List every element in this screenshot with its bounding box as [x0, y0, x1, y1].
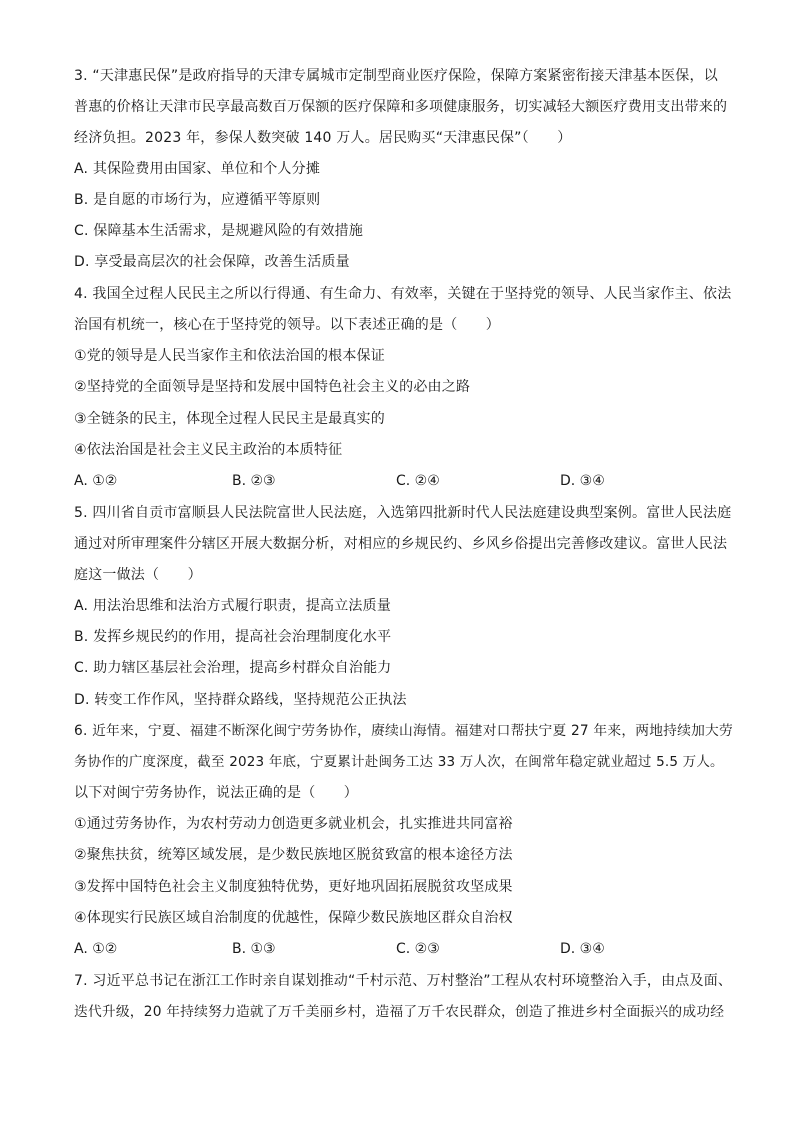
q6-statement-4: ④体现实行民族区域自治制度的优越性，保障少数民族地区群众自治权 [74, 910, 513, 926]
q6-choice-a: A. ①② [74, 941, 118, 957]
q5-stem-line-2: 通过对所审理案件分辖区开展大数据分析，对相应的乡规民约、乡风乡俗提出完善修改建议。富世人民法 [74, 536, 728, 552]
q6-stem-line-1: 6. 近年来，宁夏、福建不断深化闽宁劳务协作，赓续山海情。福建对口帮扶宁夏 27 年来，两地持续加大劳 [74, 723, 733, 739]
q5-option-a: A. 用法治思维和法治方式履行职责，提高立法质量 [74, 598, 392, 614]
q5-option-c: C. 助力辖区基层社会治理，提高乡村群众自治能力 [74, 660, 392, 676]
q6-statement-1: ①通过劳务协作，为农村劳动力创造更多就业机会，扎实推进共同富裕 [74, 816, 513, 832]
q7-stem-line-1: 7. 习近平总书记在浙江工作时亲自谋划推动“千村示范、万村整治”工程从农村环境整治入手，由点及面、 [74, 973, 733, 989]
q4-statement-2: ②坚持党的全面领导是坚持和发展中国特色社会主义的必由之路 [74, 379, 471, 395]
q3-stem-line-3: 经济负担。2023 年，参保人数突破 140 万人。居民购买“天津惠民保”（ ） [74, 130, 572, 146]
q4-choice-a: A. ①② [74, 473, 118, 489]
q7-stem-line-2: 迭代升级，20 年持续努力造就了万千美丽乡村，造福了万千农民群众，创造了推进乡村全面振兴的成功经 [74, 1004, 725, 1020]
q4-statement-3: ③全链条的民主，体现全过程人民民主是最真实的 [74, 411, 385, 427]
q5-stem-line-3: 庭这一做法（ ） [74, 567, 202, 583]
q6-statement-2: ②聚焦扶贫，统筹区域发展，是少数民族地区脱贫致富的根本途径方法 [74, 847, 513, 863]
q4-choice-d: D. ③④ [560, 473, 605, 489]
q4-statement-1: ①党的领导是人民当家作主和依法治国的根本保证 [74, 348, 385, 364]
q4-statement-4: ④依法治国是社会主义民主政治的本质特征 [74, 442, 343, 458]
q4-stem-line-2: 治国有机统一，核心在于坚持党的领导。以下表述正确的是（ ） [74, 317, 500, 333]
q3-stem-line-2: 普惠的价格让天津市民享最高数百万保额的医疗保障和多项健康服务，切实减轻大额医疗费用支出带来的 [74, 99, 728, 115]
q6-statement-3: ③发挥中国特色社会主义制度独特优势，更好地巩固拓展脱贫攻坚成果 [74, 879, 513, 895]
q4-choices [74, 471, 734, 491]
q3-option-d: D. 享受最高层次的社会保障，改善生活质量 [74, 254, 350, 270]
q4-stem-line-1: 4. 我国全过程人民民主之所以行得通、有生命力、有效率，关键在于坚持党的领导、人民当家作主、依法 [74, 286, 732, 302]
q5-stem-line-1: 5. 四川省自贡市富顺县人民法院富世人民法庭，入选第四批新时代人民法庭建设典型案例。富世人民法庭 [74, 505, 732, 521]
q3-option-c: C. 保障基本生活需求，是规避风险的有效措施 [74, 223, 364, 239]
q5-option-b: B. 发挥乡规民约的作用，提高社会治理制度化水平 [74, 629, 392, 645]
q6-stem-line-3: 以下对闽宁劳务协作，说法正确的是（ ） [74, 785, 358, 801]
q3-option-b: B. 是自愿的市场行为，应遵循平等原则 [74, 192, 321, 208]
q4-choice-c: C. ②④ [396, 473, 440, 489]
q6-stem-line-2: 务协作的广度深度，截至 2023 年底，宁夏累计赴闽务工达 33 万人次，在闽常年稳定就业超过 5.5 万人。 [74, 754, 724, 770]
q3-option-a: A. 其保险费用由国家、单位和个人分摊 [74, 161, 321, 177]
q6-choice-c: C. ②③ [396, 941, 440, 957]
q5-option-d: D. 转变工作作风，坚持群众路线，坚持规范公正执法 [74, 692, 407, 708]
q4-choice-b: B. ②③ [232, 473, 276, 489]
q3-stem-line-1: 3. “天津惠民保”是政府指导的天津专属城市定制型商业医疗保险，保障方案紧密衔接天津基本医保，以 [74, 68, 718, 84]
q6-choice-d: D. ③④ [560, 941, 605, 957]
q6-choices [74, 939, 734, 959]
q6-choice-b: B. ①③ [232, 941, 276, 957]
